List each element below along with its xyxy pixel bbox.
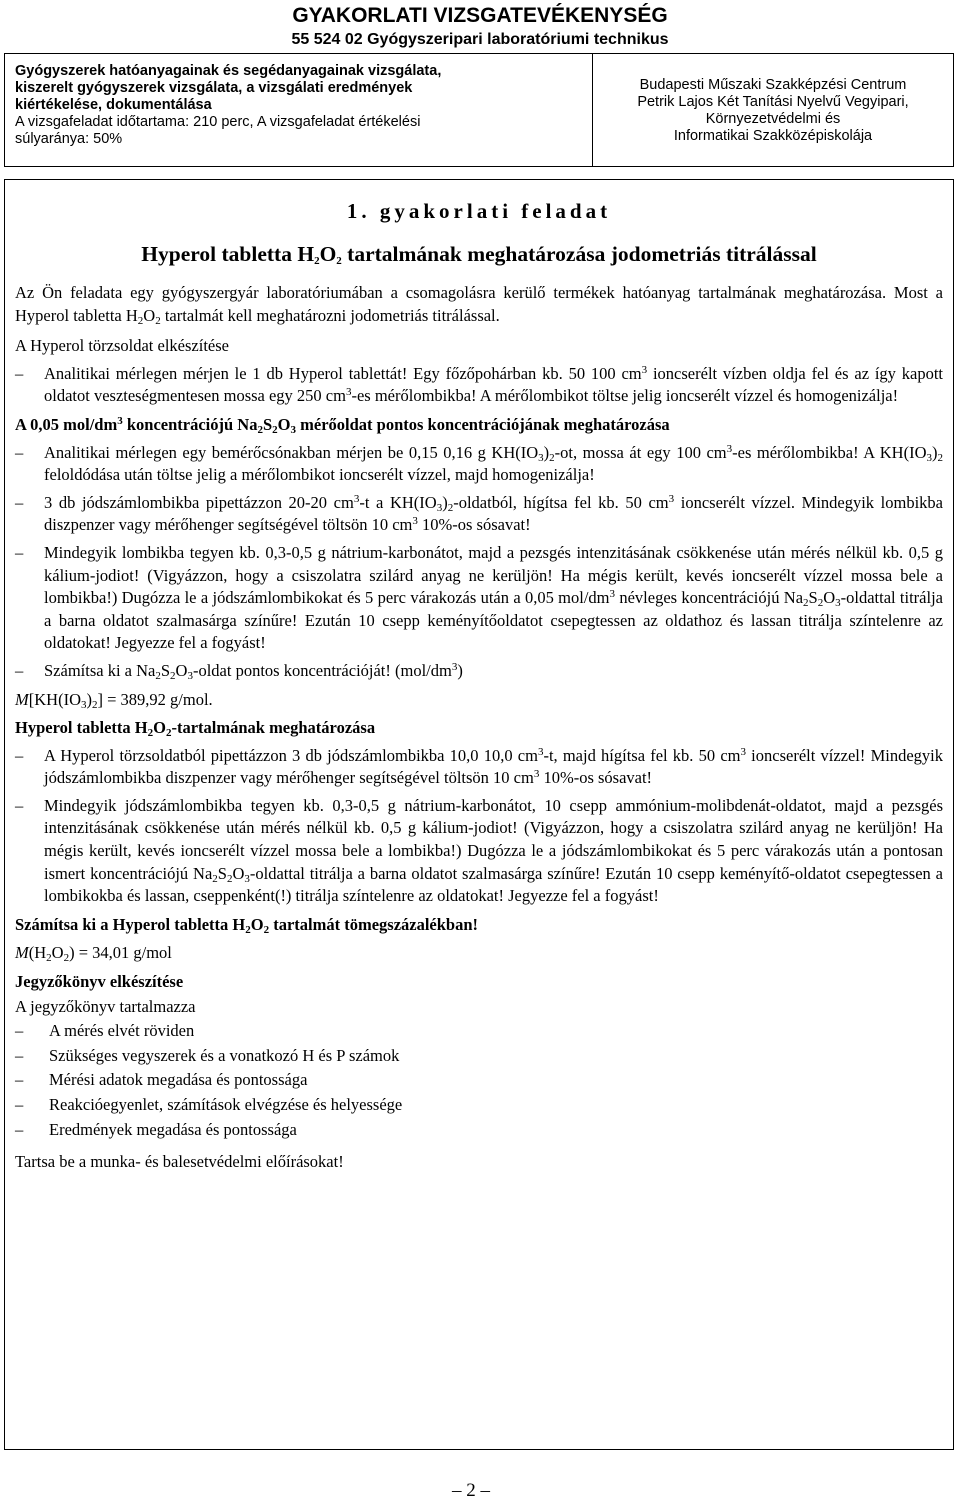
header-school-info [593,54,953,166]
header-subtitle: 55 524 02 Gyógyszeripari laboratóriumi technikus [291,31,669,48]
school-line4: Informatikai Szakközépiskolája [673,128,873,144]
list-item: – Analitikai mérlegen mérjen le 1 db Hyperol tablettát! Egy főzőpohárban kb. 50 100 $cm^3$ ioncserélt vízben oldja fel és az így kapott oldatot veszteségmentesen mossa egy 250 $cm^3-es$ mérőlombikba! A mérőlombikot töltse jelig ioncserélt vízzel és homogenizálja! [15,363,943,408]
report-checklist [15,1020,943,1141]
section-hyperol-heading: Hyperol tabletta $H_2O_2$-tartalmának meghatározása [15,718,376,740]
intro-paragraph: Az Ön feladata egy gyógyszergyár laboratóriumában a csomagolásra kerülő termékek hatóanyag tartalmának meghatározása. Most a Hyperol tabletta $H_2O_2$ tartalmát kell meghatározni jodometriás titrálással. [15,283,943,327]
molar-mass-kh-io3: $M[KH(IO_3)_2] = 389,92$ g/mol. [15,689,213,711]
header-box [4,53,954,167]
list-item: – Eredmények megadása és pontossága [15,1119,943,1142]
list-item: – Reakcióegyenlet, számítások elvégzése és helyessége [15,1094,943,1117]
section-titrant-heading: A 0,05 mol/$dm^3$ koncentrációjú $Na_2S_2O_3$ mérőoldat pontos koncentrációjának meghatározása [15,414,670,436]
section-hyperol-list [15,745,943,908]
task-title: Hyperol tabletta $H_2O_2$ tartalmának meghatározása jodometriás titrálással [141,242,817,267]
report-intro: A jegyzőkönyv tartalmazza [15,996,196,1016]
section-calculation-heading: Számítsa ki a Hyperol tabletta $H_2O_2$ tartalmát tömegszázalékban! [15,914,479,936]
exam-topic-line3: kiértékelése, dokumentálása [15,97,212,113]
section-stock-solution-heading: A Hyperol törzsoldat elkészítése [15,336,229,356]
exam-duration-line: A vizsgafeladat időtartama: 210 perc, A vizsgafeladat értékelési [15,114,421,130]
exam-weight-line: súlyaránya: 50% [15,131,123,147]
list-item: – A mérés elvét röviden [15,1020,943,1043]
header-exam-info [5,54,593,166]
list-item: – Analitikai mérlegen egy bemérőcsónakban mérjen be 0,15 0,16 g $KH(IO_3)_2-ot$, mossa át egy 100 $cm^3-es$ mérőlombikba! A $KH(IO_3)_2$ feloldódása után töltse jelig a mérőlombikot ioncserélt vízzel, majd homogenizálja! [15,442,943,487]
section-report-heading: Jegyzőkönyv elkészítése [15,972,184,992]
molar-mass-h2o2: $M(H_2O_2) = 34,01$ g/mol [15,943,172,965]
exam-topic-line2: kiszerelt gyógyszerek vizsgálata, a vizsgálati eredmények [15,80,413,96]
list-item: – Mindegyik jódszámlombikba tegyen kb. 0,3-0,5 g nátrium-karbonátot, 10 csepp ammónium-molibdenát-oldatot, majd a pezsgés intenzitásának csökkenése után mérés nélkül kb. 0,5 g kálium-jodiot! (Vigyázzon, hogy a csiszolatra szilárd anyag ne kerüljön! Ha mégis került, kevés ioncserélt vízzel mossa bele a lombikba!) Dugózza le a jódszámlombikokat és 5 perc várakozás után a pontosan ismert koncentrációjú $Na_2S_2O_3$-oldattal titrálja a barna oldatot szalmasárga színűre! Ezután 10 csepp keményítő-oldatot csepegtessen a lombikokba és lassan, cseppenként(!) titrálja színtelenre az oldatokat! Jegyezze fel a fogyást! [15,795,943,908]
task-box [4,179,954,1450]
list-item: – Számítsa ki a $Na_2S_2O_3$-oldat pontos koncentrációját! $(mol/dm^3)$ [15,660,943,683]
section-stock-solution-list [15,363,943,408]
school-line3: Környezetvédelmi és [705,111,841,127]
school-line1: Budapesti Műszaki Szakképzési Centrum [639,77,907,93]
list-item: – Mindegyik lombikba tegyen kb. 0,3-0,5 g nátrium-karbonátot, majd a pezsgés intenzitásának csökkenése után mérés nélkül kb. 0,5 g kálium-jodiot! (Vigyázzon, hogy a csiszolatra szilárd anyag ne kerüljön! Ha mégis került, kevés ioncserélt vízzel mossa bele a lombikba!) Dugózza le a jódszámlombikokat és 5 perc várakozás után a 0,05 mol/$dm^3$ névleges koncentrációjú $Na_2S_2O_3$-oldattal titrálja a barna oldatot szalmasárga színűre! Ezután 10 csepp keményítőoldatot csepegtessen az oldathoz és lassan titrálja színtelenre az oldatokat! Jegyezze fel a fogyást! [15,542,943,655]
list-item: – 3 db jódszámlombikba pipettázzon 20-20 $cm^3-t$ a $KH(IO_3)_2$-oldatból, hígítsa fel kb. 50 $cm^3$ ioncserélt vízzel. Mindegyik lombikba diszpenzer vagy mérőhenger segítségével töltsön 10 $cm^3$ 10%-os sósavat! [15,492,943,537]
school-line2: Petrik Lajos Két Tanítási Nyelvű Vegyipari, [637,94,909,110]
header-title: GYAKORLATI VIZSGATEVÉKENYSÉG [292,4,668,27]
list-item: – Szükséges vegyszerek és a vonatkozó H és P számok [15,1045,943,1068]
page-number: – 2 – [452,1480,490,1501]
exam-topic-line1: Gyógyszerek hatóanyagainak és segédanyagainak vizsgálata, [15,63,442,79]
list-item: – A Hyperol törzsoldatból pipettázzon 3 db jódszámlombikba 10,0 10,0 $cm^3-t$, majd hígítsa fel kb. 50 $cm^3$ ioncserélt vízzel! Mindegyik jódszámlombikba diszpenzer vagy mérőhenger segítségével töltsön 10 $cm^3$ 10%-os sósavat! [15,745,943,790]
task-number: 1. gyakorlati feladat [346,199,612,223]
safety-note: Tartsa be a munka- és balesetvédelmi előírásokat! [15,1152,344,1172]
list-item: – Mérési adatok megadása és pontossága [15,1069,943,1092]
section-titrant-list [15,442,943,683]
